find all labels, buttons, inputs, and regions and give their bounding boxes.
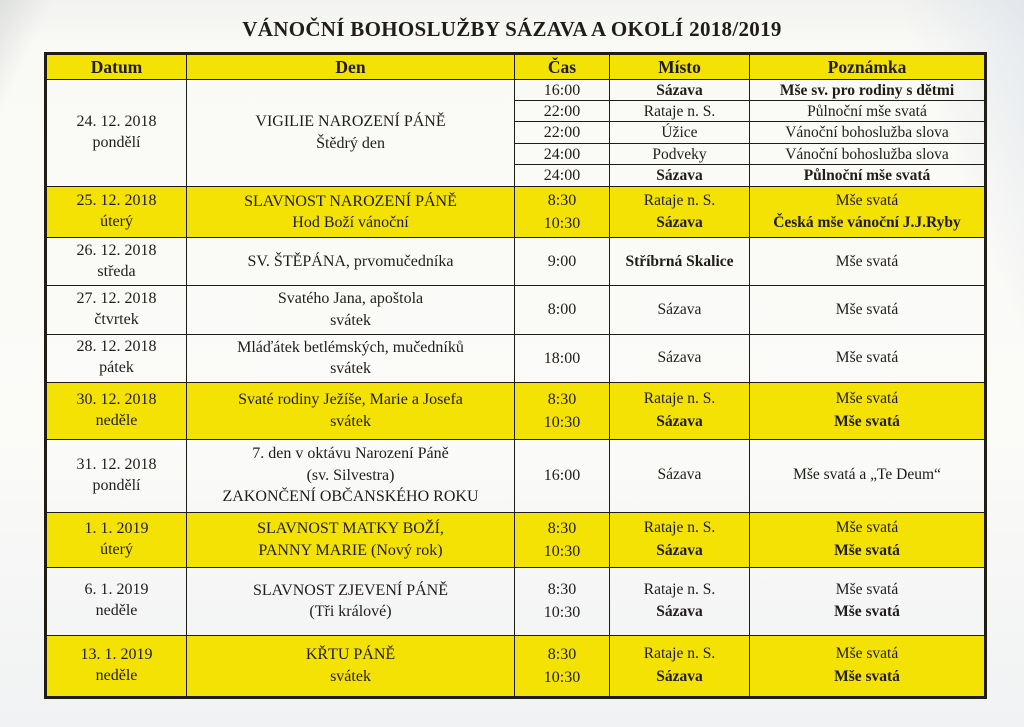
note-cell — [750, 286, 986, 334]
note-value: Mše svatá — [834, 412, 900, 430]
date-line: 24. 12. 2018 — [76, 113, 157, 131]
day-line: PANNY MARIE (Nový rok) — [258, 541, 443, 559]
date-line: neděle — [95, 666, 138, 684]
schedule-row — [46, 334, 986, 382]
place-value: Sázava — [610, 80, 749, 101]
time-cell — [515, 382, 610, 439]
place-value: Rataje n. S. — [643, 390, 716, 408]
col-header-datum: Datum — [46, 54, 187, 80]
place-cell — [610, 80, 750, 187]
schedule-row — [46, 635, 986, 697]
time-cell — [515, 567, 610, 635]
time-value: 10:30 — [543, 668, 581, 686]
day-cell — [187, 80, 515, 187]
note-value: Mše svatá — [835, 645, 899, 663]
date-line: 31. 12. 2018 — [76, 455, 157, 473]
day-line: 7. den v oktávu Narození Páně — [252, 445, 449, 463]
date-line: 25. 12. 2018 — [76, 192, 157, 210]
day-cell — [187, 512, 515, 567]
note-value: Mše svatá — [835, 300, 899, 318]
day-line: SLAVNOST ZJEVENÍ PÁNĚ — [253, 581, 448, 599]
place-value: Rataje n. S. — [643, 580, 716, 598]
place-value: Sázava — [656, 214, 703, 232]
note-cell — [750, 334, 986, 382]
note-value: Půlnoční mše svatá — [803, 166, 931, 184]
place-value: Rataje n. S. — [610, 101, 749, 122]
day-cell — [187, 238, 515, 286]
col-header-poznamka: Poznámka — [750, 54, 986, 80]
place-cell — [610, 238, 750, 286]
note-value: Mše svatá — [835, 252, 899, 270]
time-value: 10:30 — [543, 215, 581, 233]
place-value: Úžice — [610, 122, 749, 143]
note-cell — [750, 382, 986, 439]
note-value: Mše svatá — [834, 667, 900, 685]
day-cell — [187, 334, 515, 382]
place-cell — [610, 439, 750, 512]
note-cell — [750, 567, 986, 635]
note-value: Mše svatá — [835, 191, 899, 209]
day-line: (sv. Silvestra) — [306, 466, 395, 484]
schedule-row — [46, 512, 986, 567]
date-line: úterý — [100, 213, 133, 231]
schedule-row — [46, 286, 986, 334]
document-title: VÁNOČNÍ BOHOSLUŽBY SÁZAVA A OKOLÍ 2018/2019 — [242, 17, 782, 41]
date-line: neděle — [95, 411, 138, 429]
place-value: Sázava — [656, 412, 703, 430]
note-value: Mše svatá a „Te Deum“ — [793, 466, 941, 484]
day-line: svátek — [330, 311, 371, 329]
note-cell — [750, 238, 986, 286]
day-line: Svaté rodiny Ježíše, Marie a Josefa — [238, 391, 463, 409]
schedule-row — [46, 567, 986, 635]
date-line: čtvrtek — [94, 310, 139, 328]
day-line: SLAVNOST NAROZENÍ PÁNĚ — [244, 192, 457, 210]
place-cell — [610, 334, 750, 382]
date-line: 30. 12. 2018 — [76, 390, 157, 408]
day-cell — [187, 635, 515, 697]
time-cell — [515, 186, 610, 237]
place-value: Stříbrná Skalice — [625, 252, 734, 270]
place-value: Sázava — [656, 166, 703, 184]
place-cell — [610, 635, 750, 697]
date-line: neděle — [95, 602, 138, 620]
place-value: Rataje n. S. — [643, 191, 716, 209]
note-value: Mše svatá — [835, 390, 899, 408]
date-cell — [46, 334, 187, 382]
schedule-table — [44, 52, 987, 699]
time-value: 24:00 — [543, 166, 581, 184]
day-line: Mláďátek betlémských, mučedníků — [237, 338, 464, 356]
time-value: 10:30 — [543, 413, 581, 431]
time-value: 8:30 — [547, 390, 577, 408]
date-line: pondělí — [92, 476, 141, 494]
time-value: 24:00 — [515, 144, 609, 165]
schedule-row — [46, 238, 986, 286]
day-line: SV. ŠTĚPÁNA, prvomučedníka — [247, 253, 454, 271]
place-cell — [610, 382, 750, 439]
time-cell — [515, 334, 610, 382]
place-value: Sázava — [656, 667, 703, 685]
day-line: svátek — [330, 667, 371, 685]
time-value: 8:30 — [547, 645, 577, 663]
time-cell — [515, 635, 610, 697]
day-line: KŘTU PÁNĚ — [305, 646, 396, 664]
note-value: Mše sv. pro rodiny s dětmi — [750, 80, 984, 101]
date-line: 28. 12. 2018 — [76, 338, 157, 356]
note-value: Mše svatá — [834, 541, 900, 559]
place-value: Sázava — [656, 603, 703, 621]
date-cell — [46, 80, 187, 187]
day-line: Svatého Jana, apoštola — [277, 290, 424, 308]
note-value: Vánoční bohoslužba slova — [750, 144, 984, 165]
place-value: Sázava — [657, 348, 702, 366]
date-cell — [46, 238, 187, 286]
note-value: Mše svatá — [835, 580, 899, 598]
place-value: Rataje n. S. — [643, 519, 716, 537]
col-header-den: Den — [187, 54, 515, 80]
place-cell — [610, 186, 750, 237]
day-cell — [187, 286, 515, 334]
time-cell — [515, 238, 610, 286]
date-line: pondělí — [92, 133, 141, 151]
note-value: Vánoční bohoslužba slova — [750, 122, 984, 143]
header-row — [46, 54, 986, 80]
time-value: 8:00 — [547, 301, 577, 319]
day-cell — [187, 567, 515, 635]
place-cell — [610, 567, 750, 635]
note-cell — [750, 635, 986, 697]
time-cell — [515, 286, 610, 334]
date-line: 27. 12. 2018 — [76, 290, 157, 308]
date-line: úterý — [100, 540, 133, 558]
day-line: svátek — [330, 360, 371, 378]
note-cell — [750, 80, 986, 187]
time-value: 9:00 — [547, 253, 577, 271]
date-cell — [46, 286, 187, 334]
day-line: SLAVNOST MATKY BOŽÍ, — [257, 520, 444, 538]
date-cell — [46, 567, 187, 635]
day-line: svátek — [330, 412, 371, 430]
day-line: (Tři králové) — [309, 603, 392, 621]
schedule-row — [46, 186, 986, 237]
col-header-cas: Čas — [515, 54, 610, 80]
col-header-misto: Místo — [610, 54, 750, 80]
time-value: 18:00 — [543, 349, 581, 367]
schedule-row — [46, 80, 986, 187]
note-value: Mše svatá — [834, 603, 900, 621]
date-cell — [46, 382, 187, 439]
place-value: Podveky — [610, 144, 749, 165]
schedule-row — [46, 439, 986, 512]
time-value: 8:30 — [547, 581, 577, 598]
day-line: VIGILIE NAROZENÍ PÁNĚ — [255, 113, 446, 131]
time-value: 22:00 — [515, 122, 609, 143]
note-value: Česká mše vánoční J.J.Ryby — [773, 214, 961, 232]
note-value: Mše svatá — [835, 519, 899, 537]
place-value: Sázava — [656, 541, 703, 559]
note-cell — [750, 512, 986, 567]
date-line: pátek — [99, 359, 134, 377]
day-cell — [187, 439, 515, 512]
day-line: Štědrý den — [316, 134, 385, 152]
time-value: 10:30 — [543, 542, 581, 560]
date-line: 6. 1. 2019 — [84, 581, 149, 599]
note-cell — [750, 439, 986, 512]
time-cell — [515, 512, 610, 567]
day-cell — [187, 186, 515, 237]
date-cell — [46, 186, 187, 237]
time-value: 8:30 — [547, 519, 577, 537]
place-cell — [610, 286, 750, 334]
schedule-row — [46, 382, 986, 439]
place-cell — [610, 512, 750, 567]
place-value: Sázava — [657, 466, 702, 484]
note-value: Půlnoční mše svatá — [750, 101, 984, 122]
date-line: 13. 1. 2019 — [80, 645, 153, 663]
day-cell — [187, 382, 515, 439]
date-line: středa — [97, 262, 136, 280]
date-cell — [46, 512, 187, 567]
place-value: Sázava — [657, 300, 702, 318]
place-value: Rataje n. S. — [643, 645, 716, 663]
time-value: 10:30 — [543, 604, 581, 622]
time-cell — [515, 439, 610, 512]
note-cell — [750, 186, 986, 237]
date-cell — [46, 635, 187, 697]
date-cell — [46, 439, 187, 512]
day-line: ZAKONČENÍ OBČANSKÉHO ROKU — [222, 488, 479, 506]
time-value: 16:00 — [515, 80, 609, 101]
day-line: Hod Boží vánoční — [292, 214, 409, 232]
time-value: 22:00 — [515, 101, 609, 122]
note-value: Mše svatá — [835, 348, 899, 366]
time-value: 8:30 — [547, 191, 577, 209]
time-value: 16:00 — [543, 467, 581, 485]
time-cell — [515, 80, 610, 187]
date-line: 1. 1. 2019 — [84, 519, 149, 537]
date-line: 26. 12. 2018 — [76, 242, 157, 260]
